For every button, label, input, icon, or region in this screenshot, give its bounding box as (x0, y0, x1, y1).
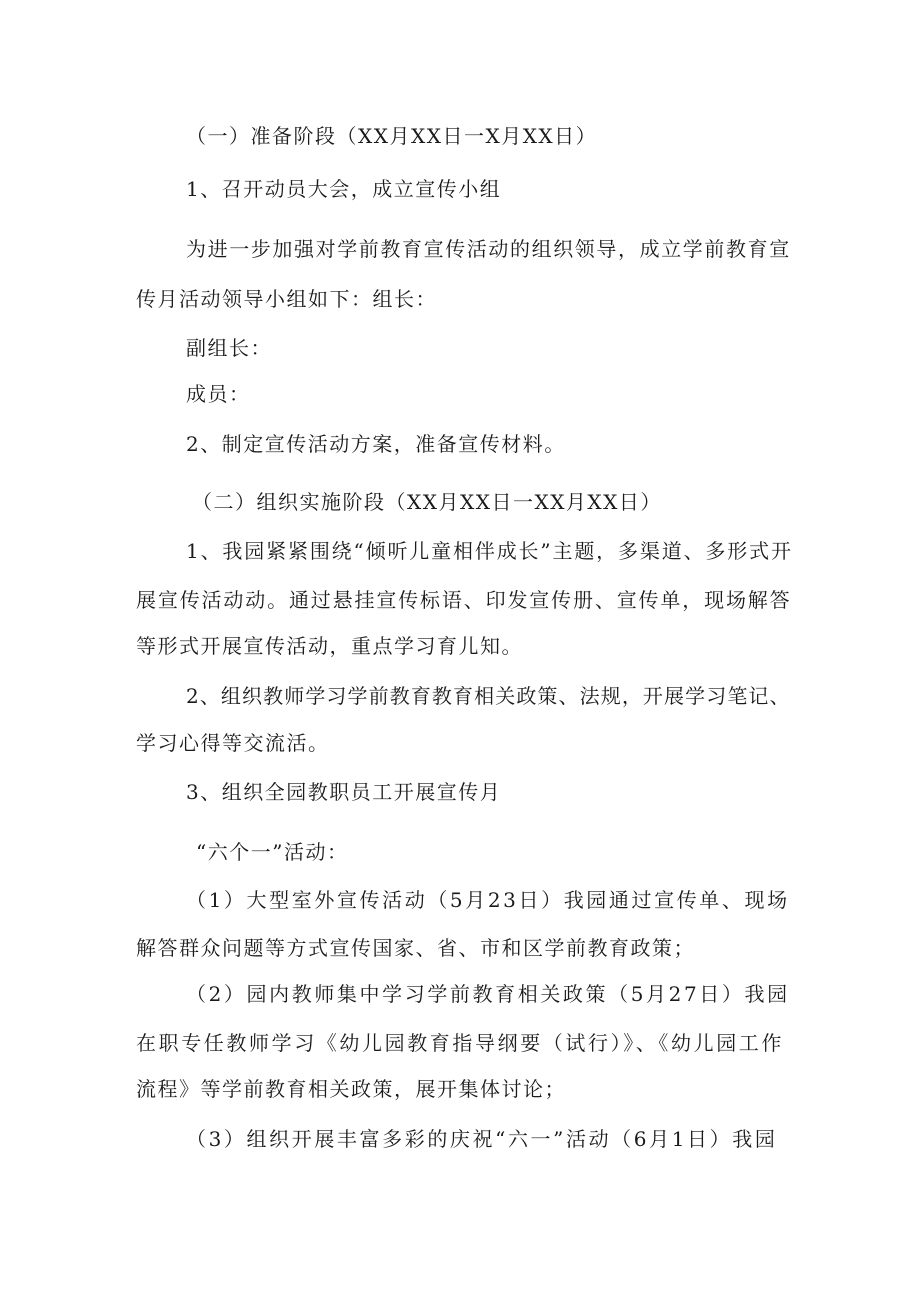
section-heading-implementation: （二）组织实施阶段（XX月XX日一XX月XX日） (192, 490, 662, 514)
paragraph-line: （2）园内教师集中学习学前教育相关政策（5月27日）我园 (186, 982, 790, 1006)
paragraph-line: 展宣传活动动。通过悬挂宣传标语、印发宣传册、宣传单，现场解答 (136, 588, 792, 612)
six-one-heading: “六个一”活动： (196, 840, 349, 864)
members-label: 成员： (186, 382, 251, 406)
paragraph-line: （1）大型室外宣传活动（5月23日）我园通过宣传单、现场 (186, 888, 790, 912)
item-2-heading: 2、制定宣传活动方案，准备宣传材料。 (186, 432, 566, 456)
paragraph-line: 等形式开展宣传活动，重点学习育儿知。 (136, 634, 523, 658)
paragraph-line: 流程》等学前教育相关政策，展开集体讨论； (136, 1077, 566, 1101)
paragraph-line: 2、组织教师学习学前教育教育相关政策、法规，开展学习笔记、 (186, 684, 791, 708)
paragraph-line: 传月活动领导小组如下：组长： (136, 287, 437, 311)
deputy-leader-label: 副组长： (186, 336, 272, 360)
paragraph-line: （3）组织开展丰富多彩的庆祝“六一”活动（6月1日）我园 (186, 1127, 778, 1151)
paragraph-line: 为进一步加强对学前教育宣传活动的组织领导，成立学前教育宣 (186, 237, 791, 261)
item-1-heading: 1、召开动员大会，成立宣传小组 (186, 177, 502, 201)
paragraph-line: 1、我园紧紧围绕“倾听儿童相伴成长”主题，多渠道、多形式开 (186, 539, 793, 563)
section-heading-preparation: （一）准备阶段（XX月XX日一X月XX日） (186, 124, 598, 148)
paragraph-line: 在职专任教师学习《幼儿园教育指导纲要（试行）》、《幼儿园工作 (136, 1031, 784, 1055)
paragraph-line: 学习心得等交流活。 (136, 731, 330, 755)
paragraph-line: 解答群众问题等方式宣传国家、省、市和区学前教育政策； (136, 936, 695, 960)
item-3-heading: 3、组织全园教职员工开展宣传月 (186, 780, 502, 804)
